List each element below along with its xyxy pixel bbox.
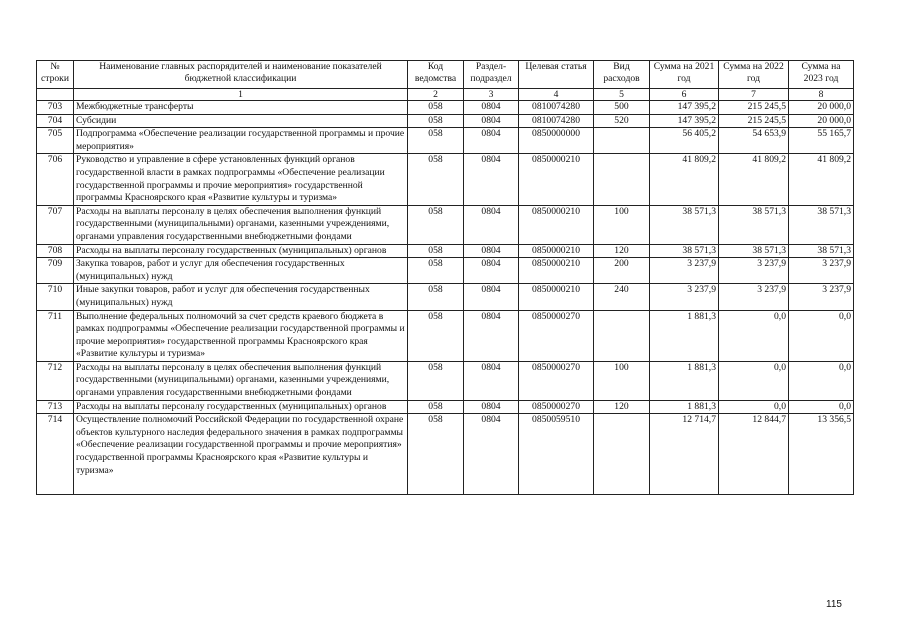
row-sum-2023: 20 000,0 xyxy=(789,101,854,115)
row-section: 0804 xyxy=(464,414,519,495)
col-header-type: Вид расходов xyxy=(594,61,650,89)
table-row xyxy=(37,205,854,244)
row-number: 713 xyxy=(37,400,74,414)
row-sum-2023: 0,0 xyxy=(789,361,854,400)
row-section: 0804 xyxy=(464,101,519,115)
row-sum-2023: 38 571,3 xyxy=(789,244,854,258)
row-dept: 058 xyxy=(408,284,464,310)
row-number: 708 xyxy=(37,244,74,258)
row-sum-2023: 0,0 xyxy=(789,310,854,361)
row-sum-2022: 3 237,9 xyxy=(719,284,789,310)
row-sum-2022: 0,0 xyxy=(719,361,789,400)
row-target: 0850000210 xyxy=(519,244,594,258)
row-name: Расходы на выплаты персоналу в целях обеспечения выполнения функций государственными (муниципальными) органами, казенными учреждениями, органами управления государственными внебюджетными фондами xyxy=(74,361,408,400)
row-target: 0850000210 xyxy=(519,154,594,205)
row-sum-2023: 3 237,9 xyxy=(789,284,854,310)
row-type xyxy=(594,154,650,205)
row-type: 520 xyxy=(594,114,650,128)
row-type: 200 xyxy=(594,258,650,284)
table-row xyxy=(37,154,854,205)
row-section: 0804 xyxy=(464,400,519,414)
row-type xyxy=(594,310,650,361)
row-sum-2021: 147 395,2 xyxy=(650,101,719,115)
row-dept: 058 xyxy=(408,258,464,284)
table-row xyxy=(37,244,854,258)
row-sum-2021: 56 405,2 xyxy=(650,128,719,154)
col-header-dept: Код ведомства xyxy=(408,61,464,89)
col-number: 4 xyxy=(519,89,594,101)
col-number: 2 xyxy=(408,89,464,101)
table-row xyxy=(37,114,854,128)
row-type xyxy=(594,414,650,495)
col-header-2022: Сумма на 2022 год xyxy=(719,61,789,89)
row-dept: 058 xyxy=(408,361,464,400)
row-number: 712 xyxy=(37,361,74,400)
row-section: 0804 xyxy=(464,284,519,310)
row-sum-2021: 3 237,9 xyxy=(650,284,719,310)
table-row xyxy=(37,101,854,115)
row-sum-2022: 38 571,3 xyxy=(719,205,789,244)
row-sum-2022: 0,0 xyxy=(719,400,789,414)
row-name: Закупка товаров, работ и услуг для обеспечения государственных (муниципальных) нужд xyxy=(74,258,408,284)
row-name: Расходы на выплаты персоналу государственных (муниципальных) органов xyxy=(74,400,408,414)
row-target: 0850000270 xyxy=(519,310,594,361)
row-type: 100 xyxy=(594,361,650,400)
row-sum-2021: 12 714,7 xyxy=(650,414,719,495)
table-row xyxy=(37,284,854,310)
row-name: Руководство и управление в сфере установленных функций органов государственной власти в рамках подпрограммы «Обеспечение реализации государственной программы и прочие мероприятия» государственной программы Красноярского края «Развитие культуры и туризма» xyxy=(74,154,408,205)
row-sum-2021: 38 571,3 xyxy=(650,205,719,244)
row-section: 0804 xyxy=(464,244,519,258)
row-dept: 058 xyxy=(408,244,464,258)
row-sum-2023: 3 237,9 xyxy=(789,258,854,284)
row-name: Выполнение федеральных полномочий за счет средств краевого бюджета в рамках подпрограммы «Обеспечение реализации государственной программы и прочие мероприятия» государственной программы Красноярского края «Развитие культуры и туризма» xyxy=(74,310,408,361)
row-dept: 058 xyxy=(408,414,464,495)
col-number: 1 xyxy=(74,89,408,101)
row-section: 0804 xyxy=(464,361,519,400)
row-sum-2021: 41 809,2 xyxy=(650,154,719,205)
row-name: Расходы на выплаты персоналу в целях обеспечения выполнения функций государственными (муниципальными) органами, казенными учреждениями, органами управления государственными внебюджетными фондами xyxy=(74,205,408,244)
row-sum-2021: 1 881,3 xyxy=(650,400,719,414)
row-sum-2021: 1 881,3 xyxy=(650,310,719,361)
row-sum-2023: 20 000,0 xyxy=(789,114,854,128)
row-target: 0810074280 xyxy=(519,101,594,115)
row-name: Межбюджетные трансферты xyxy=(74,101,408,115)
table-row xyxy=(37,400,854,414)
page-number: 115 xyxy=(826,599,842,610)
row-sum-2023: 41 809,2 xyxy=(789,154,854,205)
row-sum-2021: 3 237,9 xyxy=(650,258,719,284)
row-target: 0850000210 xyxy=(519,258,594,284)
col-header-2023: Сумма на 2023 год xyxy=(789,61,854,89)
row-dept: 058 xyxy=(408,128,464,154)
row-sum-2023: 0,0 xyxy=(789,400,854,414)
row-name: Подпрограмма «Обеспечение реализации государственной программы и прочие мероприятия» xyxy=(74,128,408,154)
row-number: 705 xyxy=(37,128,74,154)
row-section: 0804 xyxy=(464,154,519,205)
row-number: 714 xyxy=(37,414,74,495)
row-target: 0850000270 xyxy=(519,400,594,414)
row-sum-2021: 147 395,2 xyxy=(650,114,719,128)
row-target: 0810074280 xyxy=(519,114,594,128)
row-section: 0804 xyxy=(464,114,519,128)
row-number: 703 xyxy=(37,101,74,115)
row-sum-2021: 1 881,3 xyxy=(650,361,719,400)
row-target: 0850000210 xyxy=(519,284,594,310)
row-number: 704 xyxy=(37,114,74,128)
row-number: 707 xyxy=(37,205,74,244)
row-sum-2023: 13 356,5 xyxy=(789,414,854,495)
row-sum-2022: 12 844,7 xyxy=(719,414,789,495)
row-target: 0850059510 xyxy=(519,414,594,495)
row-type: 120 xyxy=(594,244,650,258)
row-sum-2023: 55 165,7 xyxy=(789,128,854,154)
col-number: 5 xyxy=(594,89,650,101)
row-section: 0804 xyxy=(464,258,519,284)
col-number xyxy=(37,89,74,101)
row-target: 0850000000 xyxy=(519,128,594,154)
table-row xyxy=(37,258,854,284)
table-row xyxy=(37,310,854,361)
row-number: 706 xyxy=(37,154,74,205)
row-type: 500 xyxy=(594,101,650,115)
row-number: 710 xyxy=(37,284,74,310)
row-target: 0850000270 xyxy=(519,361,594,400)
header-row xyxy=(37,61,854,89)
row-sum-2022: 3 237,9 xyxy=(719,258,789,284)
col-header-target: Целевая статья xyxy=(519,61,594,89)
row-section: 0804 xyxy=(464,205,519,244)
table-row xyxy=(37,128,854,154)
table-row xyxy=(37,361,854,400)
column-numbers-row xyxy=(37,89,854,101)
row-sum-2022: 215 245,5 xyxy=(719,101,789,115)
row-target: 0850000210 xyxy=(519,205,594,244)
row-sum-2021: 38 571,3 xyxy=(650,244,719,258)
row-dept: 058 xyxy=(408,205,464,244)
row-name: Субсидии xyxy=(74,114,408,128)
row-section: 0804 xyxy=(464,128,519,154)
row-name: Расходы на выплаты персоналу государственных (муниципальных) органов xyxy=(74,244,408,258)
col-header-2021: Сумма на 2021 год xyxy=(650,61,719,89)
row-dept: 058 xyxy=(408,310,464,361)
row-type: 100 xyxy=(594,205,650,244)
row-sum-2022: 38 571,3 xyxy=(719,244,789,258)
row-number: 709 xyxy=(37,258,74,284)
budget-table xyxy=(36,60,854,495)
row-type: 240 xyxy=(594,284,650,310)
row-name: Осуществление полномочий Российской Федерации по государственной охране объектов культурного наследия федерального значения в рамках подпрограммы «Обеспечение реализации государственной программы и прочие мероприятия» государственной программы Красноярского края «Развитие культуры и туризма» xyxy=(74,414,408,495)
col-header-name: Наименование главных распорядителей и наименование показателей бюджетной классификации xyxy=(74,61,408,89)
col-number: 7 xyxy=(719,89,789,101)
row-sum-2022: 54 653,9 xyxy=(719,128,789,154)
row-dept: 058 xyxy=(408,154,464,205)
row-sum-2022: 0,0 xyxy=(719,310,789,361)
row-sum-2022: 215 245,5 xyxy=(719,114,789,128)
col-header-num: № строки xyxy=(37,61,74,89)
row-dept: 058 xyxy=(408,101,464,115)
row-number: 711 xyxy=(37,310,74,361)
table-row xyxy=(37,414,854,495)
row-section: 0804 xyxy=(464,310,519,361)
row-sum-2022: 41 809,2 xyxy=(719,154,789,205)
col-header-section: Раздел-подраздел xyxy=(464,61,519,89)
col-number: 8 xyxy=(789,89,854,101)
row-type: 120 xyxy=(594,400,650,414)
row-dept: 058 xyxy=(408,400,464,414)
row-type xyxy=(594,128,650,154)
row-dept: 058 xyxy=(408,114,464,128)
row-name: Иные закупки товаров, работ и услуг для обеспечения государственных (муниципальных) нужд xyxy=(74,284,408,310)
col-number: 3 xyxy=(464,89,519,101)
row-sum-2023: 38 571,3 xyxy=(789,205,854,244)
col-number: 6 xyxy=(650,89,719,101)
